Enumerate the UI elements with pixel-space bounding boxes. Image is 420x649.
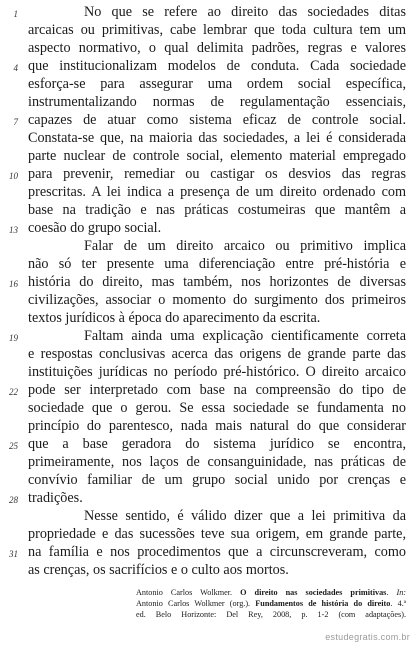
text-line: Constata-se que, na maioria das sociedades, a lei é considerada [28, 130, 406, 146]
text-line: pode ser interpretado com base na compreensão do tipo de [28, 382, 406, 398]
text-line: instrumentalizando normas de regulamentação essenciais, [28, 94, 406, 110]
citation-in-label: In: [396, 588, 407, 597]
line-number: 16 [9, 279, 18, 289]
citation-title: O direito nas sociedades primitivas [240, 588, 387, 597]
text-line: primeiramente, nos laços de consanguinidade, nas práticas de [28, 454, 406, 470]
text-line: No que se refere ao direito das sociedades ditas [84, 4, 406, 20]
text-line: na família e nos procedimentos que a circunscreveram, como [28, 544, 406, 560]
text-line: capazes de atuar como sistema eficaz de controle social. [28, 112, 406, 128]
citation-line-1: Antonio Carlos Wolkmer. O direito nas sociedades primitivas. In: [136, 588, 407, 597]
citation-line-3 [136, 609, 406, 620]
text-line: convívio familiar de um grupo social unido por crenças e [28, 472, 406, 488]
text-line: base na tradição e nas práticas costumeiras que mantêm a [28, 202, 406, 218]
text-line: princípio do parentesco, nada mais natural do que considerar [28, 418, 406, 434]
text-line: parte nuclear de controle social, elemento material empregado [28, 148, 406, 164]
text-line: para prevenir, remediar ou castigar os desvios das regras [28, 166, 406, 182]
text-line: sociedade que o gerou. Se essa sociedade se fundamenta no [28, 400, 406, 416]
text-line: aspecto normativo, o qual delimita padrões, regras e valores [28, 40, 406, 56]
text-line: prescritas. A lei indica a presença de um direito ordenado com [28, 184, 406, 200]
text-line: Nesse sentido, é válido dizer que a lei primitiva da [84, 508, 406, 524]
text-line: Faltam ainda uma explicação cientificamente correta [84, 328, 406, 344]
citation-line-2: Antonio Carlos Wolkmer (org.). Fundamentos de história do direito. 4.ª [136, 599, 406, 608]
text-line: Falar de um direito arcaico ou primitivo implica [84, 238, 406, 254]
citation-edition: 4.ª [397, 599, 406, 608]
line-number: 22 [9, 387, 18, 397]
text-line: coesão do grupo social. [28, 220, 162, 236]
text-line: civilizações, associar o momento do surgimento dos primeiros [28, 292, 406, 308]
text-line: que institucionalizam modelos de conduta. Cada sociedade [28, 58, 406, 74]
line-number: 1 [13, 9, 18, 19]
line-number: 19 [9, 333, 18, 343]
text-line: não só ter presente uma diferenciação entre pré-história e [28, 256, 406, 272]
citation-author: Antonio Carlos Wolkmer. [136, 588, 233, 597]
text-line: e respostas conclusivas acerca das origens de grande parte das [28, 346, 406, 362]
text-line: que a base geradora do sistema jurídico se encontra, [28, 436, 406, 452]
line-number: 7 [13, 117, 18, 127]
text-line: as crenças, os sacrifícios e o culto aos mortos. [28, 562, 289, 578]
text-line: esforça-se para assegurar uma ordem social específica, [28, 76, 406, 92]
line-number: 28 [9, 495, 18, 505]
line-number: 31 [9, 549, 18, 559]
citation-editor: Antonio Carlos Wolkmer (org.). [136, 599, 251, 608]
watermark: estudegratis.com.br [325, 632, 410, 642]
text-line: propriedade e das sucessões teve sua origem, em grande parte, [28, 526, 406, 542]
citation-publisher: ed. Belo Horizonte: Del Rey, 2008, p. 1-2 (com adaptações). [136, 610, 406, 619]
text-line: tradições. [28, 490, 83, 506]
line-number: 10 [9, 171, 18, 181]
line-number: 13 [9, 225, 18, 235]
text-line: instituições jurídicas no período pré-histórico. O direito arcaico [28, 364, 406, 380]
line-number: 25 [9, 441, 18, 451]
text-line: textos jurídicos à época do aparecimento da escrita. [28, 310, 321, 326]
line-number: 4 [13, 63, 18, 73]
text-line: arcaicas ou primitivas, cabe lembrar que toda cultura tem um [28, 22, 406, 38]
text-line: história do direito, mas também, nos horizontes de diversas [28, 274, 406, 290]
citation-book-title: Fundamentos de história do direito [255, 599, 391, 608]
